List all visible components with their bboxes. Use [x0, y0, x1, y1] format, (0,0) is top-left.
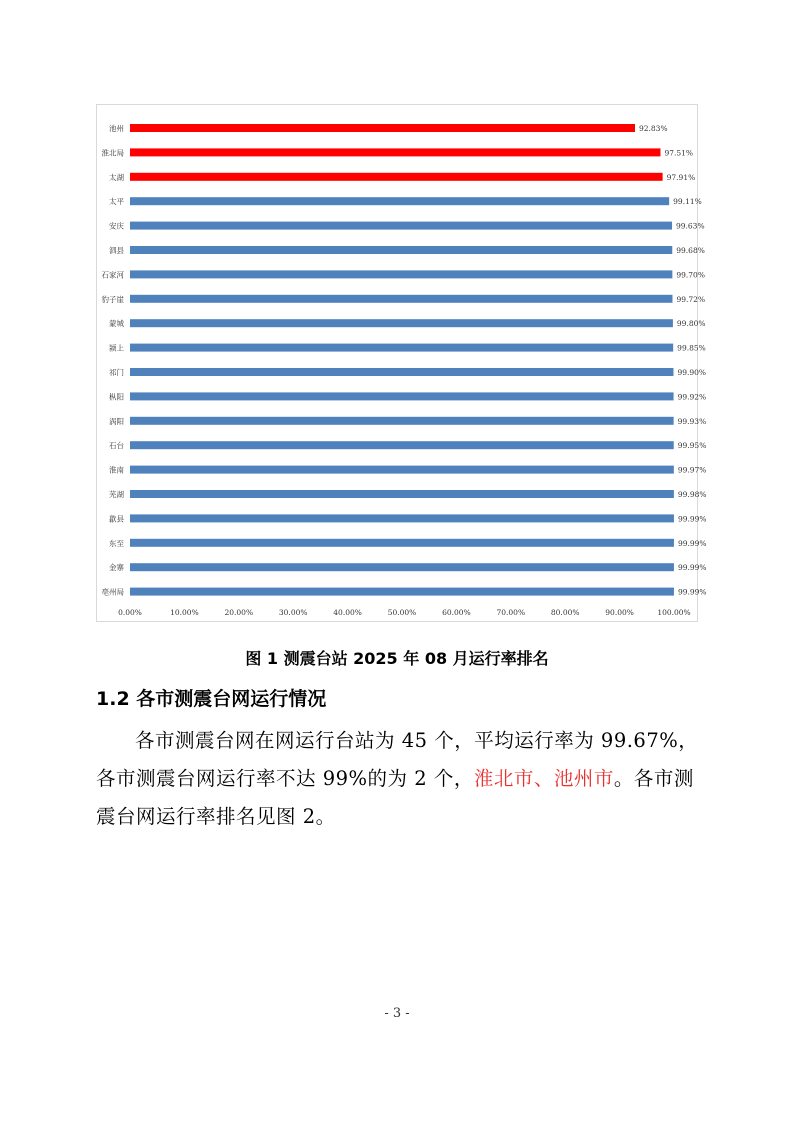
category-label: 亳州局 [101, 587, 124, 597]
category-label: 淮北局 [101, 148, 124, 158]
value-label: 99.70% [676, 270, 705, 280]
bar [130, 148, 660, 156]
page-number: - 3 - [384, 1006, 410, 1021]
x-tick-label: 100.00% [657, 608, 691, 617]
x-tick-label: 0.00% [118, 608, 142, 617]
bar [130, 319, 673, 327]
bar [130, 295, 672, 303]
value-label: 99.68% [676, 246, 705, 255]
category-label: 涡阳 [109, 416, 124, 426]
value-label: 97.91% [666, 172, 696, 182]
highlighted-cities: 淮北市、池州市 [473, 767, 614, 790]
section-number: 1.2 [96, 688, 130, 710]
value-label: 99.85% [677, 343, 706, 353]
bar [130, 124, 635, 132]
bar [130, 563, 674, 571]
category-label: 池州 [109, 124, 124, 133]
x-tick-label: 40.00% [333, 608, 362, 617]
bar [130, 344, 673, 352]
bar-chart-svg [97, 105, 707, 623]
value-label: 99.99% [677, 563, 707, 573]
section-heading [96, 684, 326, 711]
category-label: 颍上 [109, 343, 124, 353]
bar [130, 222, 672, 230]
bar [130, 490, 674, 498]
category-label: 芜湖 [109, 490, 124, 499]
value-label: 99.98% [677, 490, 707, 499]
value-label: 99.90% [677, 368, 707, 377]
body-paragraph [96, 722, 702, 836]
bar [130, 173, 663, 181]
value-label: 99.80% [676, 319, 706, 329]
value-label: 99.93% [677, 416, 707, 426]
value-label: 99.99% [677, 514, 707, 524]
bar [130, 588, 674, 596]
value-label: 99.63% [675, 221, 705, 231]
category-label: 东至 [109, 538, 124, 548]
bar [130, 514, 674, 522]
bar [130, 368, 673, 376]
figure-caption: 图 1 测震台站 2025 年 08 月运行率排名 [245, 649, 549, 668]
x-tick-label: 10.00% [170, 608, 199, 617]
value-label: 97.51% [664, 148, 694, 158]
value-label: 99.72% [676, 294, 706, 304]
x-tick-label: 50.00% [387, 608, 417, 617]
x-tick-label: 90.00% [605, 608, 634, 617]
bar [130, 441, 674, 449]
category-label: 金寨 [109, 563, 124, 573]
bar [130, 197, 669, 205]
category-label: 枞阳 [109, 392, 124, 402]
paragraph-text-1: 各市测震台网在网运行台站为 45 个，平均运行率为 99.67%，各市测震台网运行率不达 99%的为 2 个， [96, 729, 699, 790]
bar [130, 539, 674, 547]
category-label: 豹子崖 [101, 294, 124, 304]
category-label: 石台 [109, 441, 124, 451]
category-label: 蒙城 [109, 319, 124, 329]
category-label: 石家河 [101, 270, 124, 280]
category-label: 歙县 [109, 514, 124, 524]
category-label: 太湖 [109, 172, 124, 182]
bar [130, 392, 674, 400]
value-label: 92.83% [638, 124, 668, 133]
category-label: 太平 [109, 197, 124, 207]
x-tick-label: 20.00% [224, 608, 254, 617]
x-tick-label: 60.00% [442, 608, 471, 617]
bar [130, 270, 672, 278]
value-label: 99.92% [677, 392, 707, 402]
bar [130, 246, 672, 254]
value-label: 99.99% [677, 538, 707, 548]
bar [130, 417, 674, 425]
x-tick-label: 30.00% [278, 608, 308, 617]
category-label: 祁门 [109, 368, 124, 377]
paragraph-text-2: 。各市测震台网运行率排名见图 2。 [96, 767, 694, 828]
value-label: 99.11% [673, 197, 702, 207]
section-title: 各市测震台网运行情况 [136, 688, 327, 710]
category-label: 淮南 [109, 465, 124, 475]
x-tick-label: 70.00% [496, 608, 526, 617]
x-tick-label: 80.00% [550, 608, 580, 617]
category-label: 泗县 [109, 246, 124, 255]
bar [130, 466, 674, 474]
category-label: 安庆 [109, 221, 124, 231]
value-label: 99.97% [677, 465, 707, 475]
value-label: 99.95% [677, 441, 707, 451]
ranking-chart [96, 104, 707, 622]
value-label: 99.99% [677, 587, 707, 597]
